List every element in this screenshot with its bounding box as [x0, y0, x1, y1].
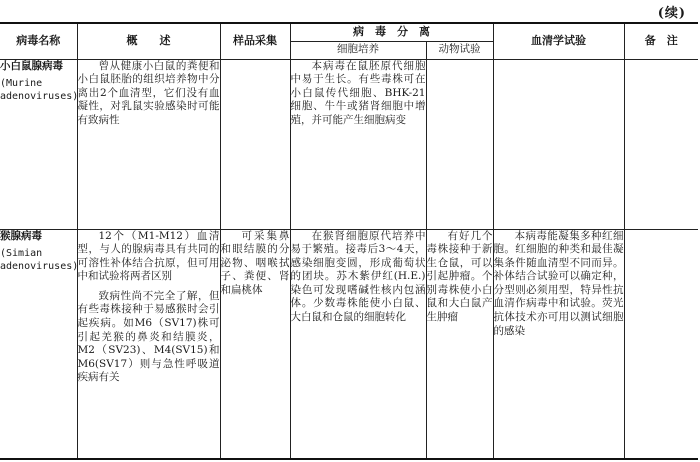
sampling-text: 可采集鼻和眼结膜的分泌物、咽喉拭子、粪便、肾和扁桃体 — [220, 229, 290, 296]
virus-name-cn: 小白鼠腺病毒 — [0, 59, 63, 72]
virus-name-cn: 猴腺病毒 — [0, 229, 42, 242]
sampling-cell — [220, 59, 290, 229]
cell-culture-text: 在猴肾细胞原代培养中易于繁殖。接毒后3～4天，感染细胞变圆，形成葡萄状的团块。苏木紫伊红(H.E.)染色可发现嗜碱性核内包涵体。少数毒株能使小白鼠、大白鼠和仓鼠的细胞转化 — [290, 229, 426, 324]
virus-name-cell — [0, 229, 77, 459]
table-row — [0, 59, 698, 229]
overview-cell — [77, 229, 220, 459]
animal-test-cell — [426, 229, 493, 459]
virus-name-cell — [0, 59, 77, 229]
overview-cell — [77, 59, 220, 229]
header-virus-name: 病毒名称 — [0, 23, 77, 59]
cell-culture-text: 本病毒在鼠胚原代细胞中易于生长。有些毒株可在小白鼠传代细胞、BHK-21细胞、牛牛或猪肾细胞中增殖，并可能产生细胞病变 — [290, 59, 426, 126]
serology-text: 本病毒能凝集多种红细胞。红细胞的种类和最佳凝集条件随血清型不同而异。补体结合试验可以确定种，分型则必须用型，特异性抗血清作病毒中和试验。荧光抗体技术亦可用以测试细胞的感染 — [493, 229, 624, 337]
continued-label: (续) — [657, 6, 686, 21]
header-sampling: 样品采集 — [220, 23, 290, 59]
animal-test-text: 有好几个毒株接种于新生仓鼠，可以引起肿瘤。个别毒株使小白鼠和大白鼠产生肿瘤 — [426, 229, 493, 324]
overview-paragraph: 曾从健康小白鼠的粪便和小白鼠胚胎的组织培养物中分离出2个血清型，它们没有血凝性，对乳鼠实验感染时可能有致病性 — [77, 59, 220, 126]
virus-name-en: (Simian adenoviruses) — [0, 248, 79, 273]
serology-cell — [493, 59, 624, 229]
sampling-cell — [220, 229, 290, 459]
virus-table — [0, 22, 698, 460]
header-overview: 概 述 — [77, 23, 220, 59]
serology-cell — [493, 229, 624, 459]
header-cell-culture: 细胞培养 — [290, 41, 426, 59]
cell-culture-cell — [290, 59, 426, 229]
remarks-cell — [624, 229, 698, 459]
header-isolation: 病 毒 分 离 — [290, 23, 493, 41]
header-serology: 血清学试验 — [493, 23, 624, 59]
animal-test-cell — [426, 59, 493, 229]
header-animal-test: 动物试验 — [426, 41, 493, 59]
cell-culture-cell — [290, 229, 426, 459]
overview-paragraph: 致病性尚不完全了解，但有些毒株接种于易感猴时会引起疾病。如M6（SV17)株可引起羌猴的鼻炎和结膜炎，M2（SV23)、M4(SV15)和M6(SV17）则与急性呼吸道疾病有关 — [77, 289, 220, 384]
table-row — [0, 229, 698, 459]
header-remarks: 备 注 — [624, 23, 698, 59]
virus-name-en: (Murine adenoviruses) — [0, 78, 79, 103]
remarks-cell — [624, 59, 698, 229]
overview-paragraph: 12个（M1-M12）血清型，与人的腺病毒具有共同的可溶性补体结合抗原，但可用中和试验将两者区别 — [77, 229, 220, 283]
